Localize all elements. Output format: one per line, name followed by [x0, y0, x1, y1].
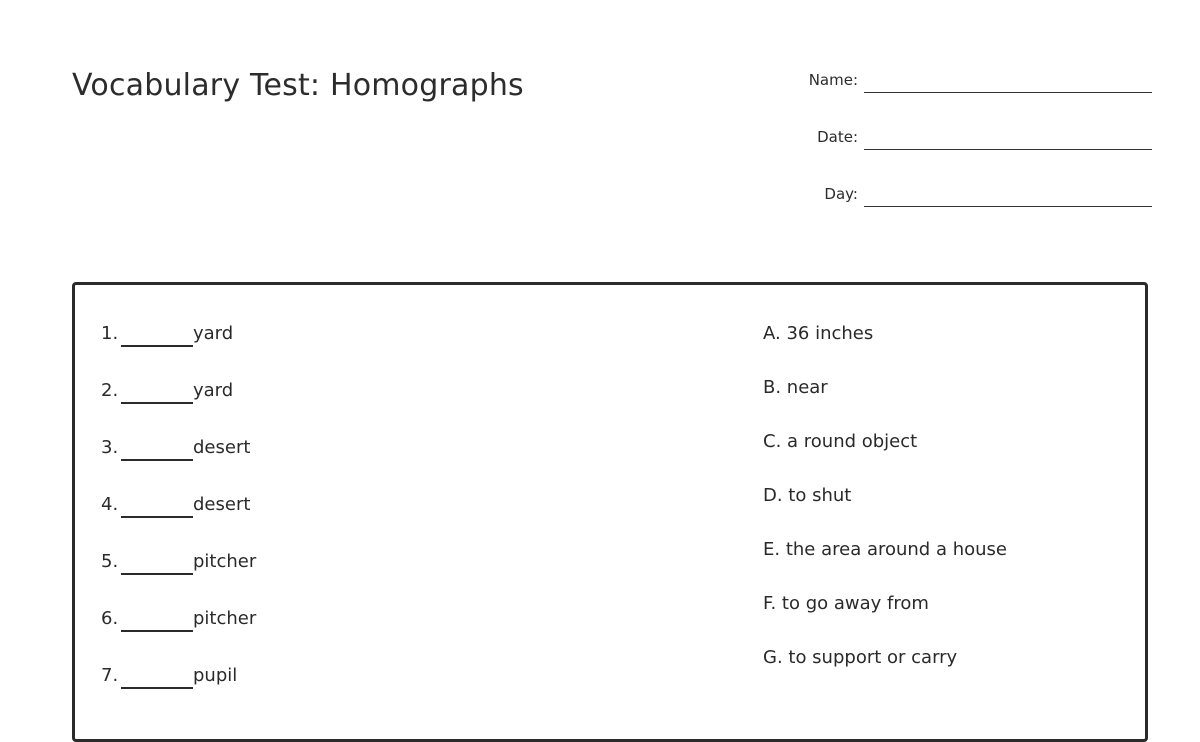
day-label: Day:: [824, 185, 858, 203]
answer-blank[interactable]: [121, 551, 193, 575]
question-number: 7.: [101, 665, 119, 686]
name-label: Name:: [808, 71, 858, 89]
question-item: [101, 380, 256, 437]
question-number: 2.: [101, 380, 119, 401]
name-blank-line[interactable]: [864, 92, 1152, 93]
question-word: desert: [193, 494, 251, 515]
name-field[interactable]: [808, 71, 1152, 93]
answer-blank[interactable]: [121, 437, 193, 461]
date-label: Date:: [817, 128, 858, 146]
question-number: 5.: [101, 551, 119, 572]
definition-item: E. the area around a house: [763, 539, 1007, 560]
question-item: [101, 665, 256, 722]
question-number: 4.: [101, 494, 119, 515]
question-word: yard: [193, 380, 234, 401]
question-word: yard: [193, 323, 234, 344]
page-title: Vocabulary Test: Homographs: [72, 68, 524, 103]
definition-item: F. to go away from: [763, 593, 929, 614]
question-list: [101, 323, 256, 722]
question-number: 1.: [101, 323, 119, 344]
question-item: [101, 551, 256, 608]
definition-item: A. 36 inches: [763, 323, 874, 344]
day-blank-line[interactable]: [864, 206, 1152, 207]
question-number: 3.: [101, 437, 119, 458]
answer-blank[interactable]: [121, 494, 193, 518]
definition-list: [763, 323, 1007, 701]
answer-blank[interactable]: [121, 665, 193, 689]
question-item: [101, 608, 256, 665]
question-number: 6.: [101, 608, 119, 629]
definition-item: D. to shut: [763, 485, 852, 506]
answer-blank[interactable]: [121, 323, 193, 347]
date-blank-line[interactable]: [864, 149, 1152, 150]
answer-blank[interactable]: [121, 380, 193, 404]
definition-item: B. near: [763, 377, 828, 398]
question-word: pupil: [193, 665, 238, 686]
definition-item: G. to support or carry: [763, 647, 958, 668]
definition-item: C. a round object: [763, 431, 918, 452]
test-box: [72, 282, 1148, 742]
question-word: pitcher: [193, 608, 257, 629]
question-item: [101, 323, 256, 380]
answer-blank[interactable]: [121, 608, 193, 632]
question-word: pitcher: [193, 551, 257, 572]
question-word: desert: [193, 437, 251, 458]
date-field[interactable]: [817, 128, 1152, 150]
question-item: [101, 494, 256, 551]
question-item: [101, 437, 256, 494]
day-field[interactable]: [824, 185, 1152, 207]
